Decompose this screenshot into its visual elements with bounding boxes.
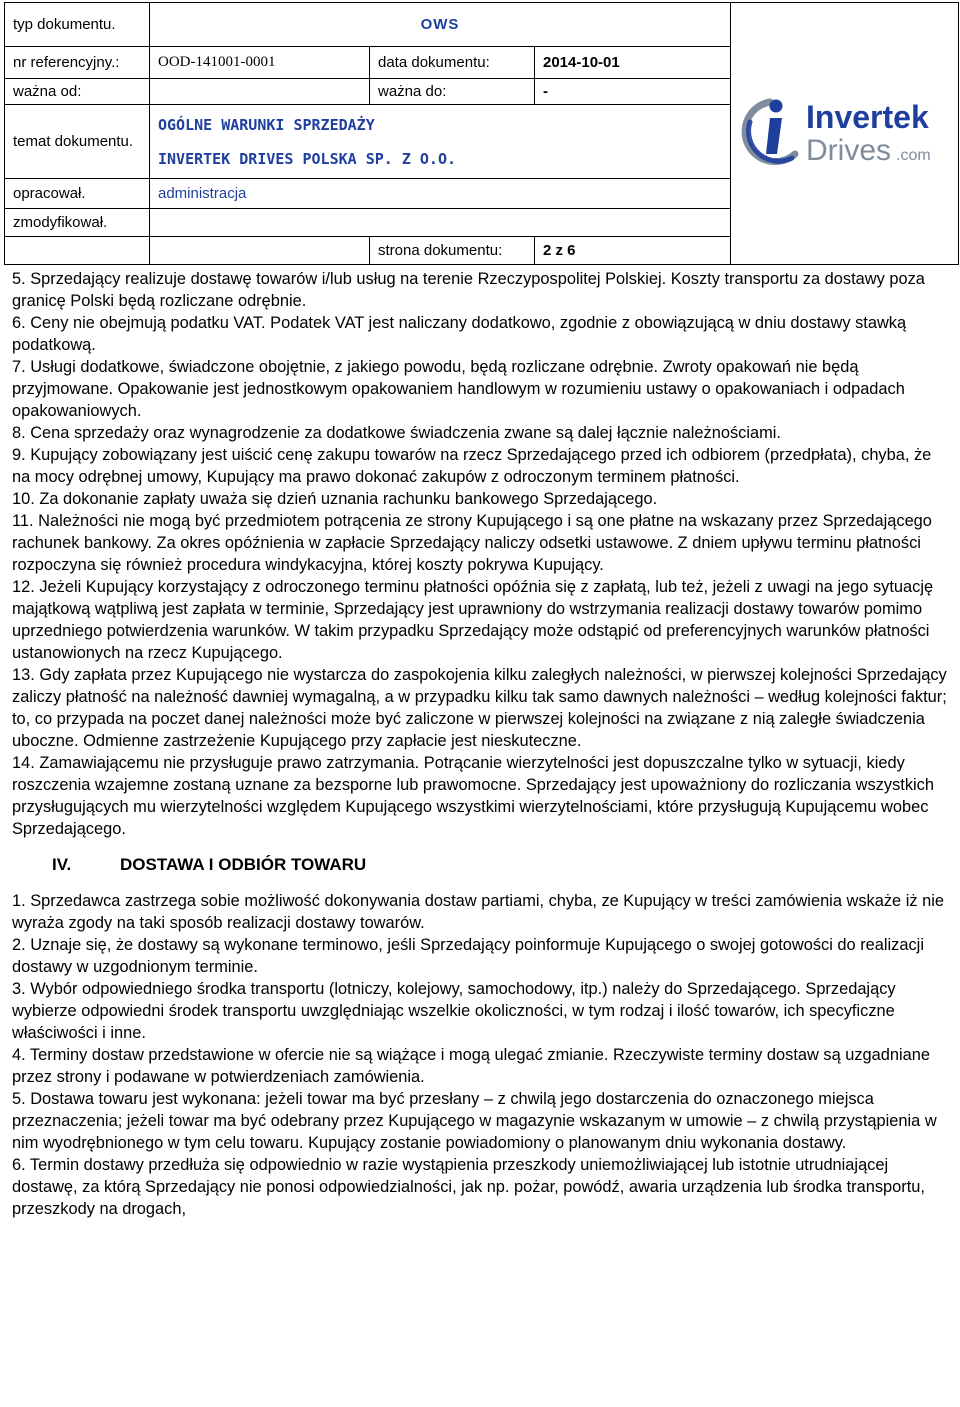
paragraph: 1. Sprzedawca zastrzega sobie możliwość dokonywania dostaw partiami, chyba, ze Kupujący w treści zamówienia wskaże iż nie wyraża zgody na taki sposób realizacji dostawy towarów. bbox=[12, 892, 944, 932]
section-number: IV. bbox=[52, 855, 72, 874]
paragraph: 6. Termin dostawy przedłuża się odpowiednio w razie wystąpienia przeszkody uniemożliwiającej lub istotnie utrudniającej dostawę, za którą Sprzedający nie ponosi odpowiedzialności, jak np. pożar, powódź, awaria urządzenia lub środka transportu, przeszkody na drogach, bbox=[12, 1156, 925, 1218]
page-value: 2 z 6 bbox=[535, 237, 731, 265]
paragraph: 2. Uznaje się, że dostawy są wykonane terminowo, jeśli Sprzedający poinformuje Kupującego o swojej gotowości do realizacji dostawy w uzgodnionym terminie. bbox=[12, 936, 924, 976]
valid-from-label: ważna od: bbox=[5, 79, 150, 105]
document-header bbox=[4, 2, 958, 264]
subject-line-2: INVERTEK DRIVES POLSKA SP. Z O.O. bbox=[158, 149, 457, 168]
section-title: DOSTAWA I ODBIÓR TOWARU bbox=[120, 855, 367, 874]
subject-line-1: OGÓLNE WARUNKI SPRZEDAŻY bbox=[158, 115, 375, 134]
logo-suffix: .com bbox=[895, 146, 931, 164]
paragraph: 14. Zamawiającemu nie przysługuje prawo zatrzymania. Potrącanie wierzytelności jest dopuszczalne tylko w sytuacji, kiedy roszczenia wzajemne zostaną uznane za bezsporne lub prawomocne. Sprzedający jest upoważniony do rozliczania wszystkich przysługujących mu wierzytelności względem Kupującego wszystkimi wierzytelnościami, które przysługują Kupującemu wobec Sprzedającego. bbox=[12, 754, 934, 838]
prepared-label: opracował. bbox=[5, 179, 150, 209]
paragraph: 10. Za dokonanie zapłaty uważa się dzień uznania rachunku bankowego Sprzedającego. bbox=[12, 490, 658, 508]
i-circle-icon bbox=[745, 99, 795, 161]
paragraph: 8. Cena sprzedaży oraz wynagrodzenie za dodatkowe świadczenia zwane są dalej łącznie należnościami. bbox=[12, 424, 781, 442]
modified-label: zmodyfikował. bbox=[5, 209, 150, 237]
paragraph: 6. Ceny nie obejmują podatku VAT. Podatek VAT jest naliczany dodatkowo, zgodnie z obowiązującą w dniu dostawy stawką podatkową. bbox=[12, 314, 907, 354]
subject-label: temat dokumentu. bbox=[5, 105, 150, 179]
paragraph: 5. Dostawa towaru jest wykonana: jeżeli towar ma być przesłany – z chwilą jego dostarczenia do oznaczonego miejsca przeznaczenia; jeżeli towar ma być odebrany przez Kupującego w magazynie wskazanym w umowie – z chwilą przystąpienia w nim wyodrębnionego w tym celu towaru. Kupujący zostanie powiadomiony o planowanym dniu wykonania dostawy. bbox=[12, 1090, 937, 1152]
logo-word-drives: Drives bbox=[805, 133, 891, 167]
ref-value: OOD-141001-0001 bbox=[150, 47, 370, 79]
paragraph: 12. Jeżeli Kupujący korzystający z odroczonego terminu płatności opóźnia się z zapłatą, lub też, jeżeli z uwagi na jego sytuację majątkową wątpliwą jest zapłata w terminie, Sprzedający jest uprawniony do wstrzymania realizacji dostawy towarów pomimo uprzedniego potwierdzenia warunków. W takim przypadku Sprzedający może odstąpić od preferencyjnych warunków płatności ustanowionych na rzecz Kupującego. bbox=[12, 578, 934, 662]
paragraph: 5. Sprzedający realizuje dostawę towarów i/lub usług na terenie Rzeczypospolitej Polskiej. Koszty transportu za dostawy poza granicę Polski będą rozliczane odrębnie. bbox=[12, 270, 925, 310]
logo-word-invertek: Invertek bbox=[805, 98, 929, 135]
blank-cell bbox=[5, 237, 150, 265]
paragraph: 4. Terminy dostaw przedstawione w ofercie nie są wiążące i mogą ulegać zmianie. Rzeczywiste terminy dostaw są uzgadniane przez strony i podawane w potwierdzeniach zamówienia. bbox=[12, 1046, 931, 1086]
blank-cell bbox=[150, 237, 370, 265]
invertek-logo bbox=[740, 92, 950, 172]
valid-to-label: ważna do: bbox=[370, 79, 535, 105]
paragraph: 11. Należności nie mogą być przedmiotem potrącenia ze strony Kupującego i są one płatne na wskazany przez Sprzedającego rachunek bankowy. Za okres opóźnienia w zapłacie Sprzedający naliczy odsetki ustawowe. Z dniem upływu terminu płatności rozpoczyna się również procedura windykacyjna, której koszty pokrywa Kupujący. bbox=[12, 512, 932, 574]
date-label: data dokumentu: bbox=[370, 47, 535, 79]
valid-to-value: - bbox=[535, 79, 731, 105]
prepared-value: administracja bbox=[150, 179, 731, 209]
valid-from-value bbox=[150, 79, 370, 105]
doc-type-value: OWS bbox=[150, 3, 731, 47]
page-label: strona dokumentu: bbox=[370, 237, 535, 265]
section-heading bbox=[12, 854, 950, 876]
header-table bbox=[4, 2, 959, 265]
paragraph: 3. Wybór odpowiedniego środka transportu (lotniczy, kolejowy, samochodowy, itp.) należy do Sprzedającego. Sprzedający wybierze odpowiedni środek transportu uwzględniając wszelkie okoliczności, w tym rodzaj i ilość towarów, ich specyficzne właściwości i inne. bbox=[12, 980, 896, 1042]
date-value: 2014-10-01 bbox=[535, 47, 731, 79]
subject-value bbox=[150, 105, 731, 179]
doc-type-label: typ dokumentu. bbox=[5, 3, 150, 47]
paragraph: 13. Gdy zapłata przez Kupującego nie wystarcza do zaspokojenia kilku zaległych należności, w pierwszej kolejności Sprzedający zaliczy płatność na należność dawniej wymagalną, a w przypadku kilku tak samo dawnych należności – według kolejności faktur; to, co przypada na poczet danej należności może być zaliczone w pierwszej kolejności na związane z nią zaległe świadczenia uboczne. Odmienne zastrzeżenie Kupującego przy zapłacie jest nieskuteczne. bbox=[12, 666, 947, 750]
logo-cell bbox=[731, 3, 959, 265]
modified-value bbox=[150, 209, 731, 237]
document-body bbox=[12, 268, 950, 1220]
paragraph: 9. Kupujący zobowiązany jest uiścić cenę zakupu towarów na rzecz Sprzedającego przed ich odbiorem (przedpłata), chyba, że na mocy odrębnej umowy, Kupujący ma prawo dokonać zakupów z odroczonym terminem płatności. bbox=[12, 446, 932, 486]
paragraph: 7. Usługi dodatkowe, świadczone obojętnie, z jakiego powodu, będą rozliczane odrębnie. Zwroty opakowań nie będą przyjmowane. Opakowanie jest jednostkowym opakowaniem handlowym w rozumieniu ustawy o opakowaniach i odpadach opakowaniowych. bbox=[12, 358, 905, 420]
ref-label: nr referencyjny.: bbox=[5, 47, 150, 79]
